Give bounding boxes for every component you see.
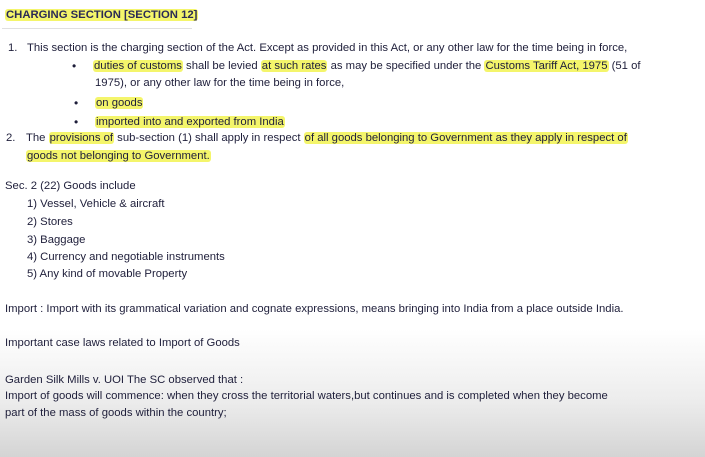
highlight-at-such-rates: at such rates [261, 60, 327, 72]
highlight-duties-of-customs: duties of customs [94, 60, 182, 72]
bullet-item-1-line-2: 1975), or any other law for the time being in force, [95, 77, 345, 89]
goods-list-item: 3) Baggage [27, 234, 86, 246]
section-heading-text: CHARGING SECTION [SECTION 12] [6, 9, 198, 21]
highlight-all-goods-government: of all goods belonging to Government as they apply in respect of [304, 132, 627, 144]
case-line-2: Import of goods will commence: when they cross the territorial waters,but continues and is completed when they become [5, 390, 608, 402]
highlight-on-goods: on goods [96, 97, 143, 109]
case-line-3: part of the mass of goods within the country; [5, 407, 227, 419]
bullet-item-2 [95, 97, 143, 110]
case-line-1: Garden Silk Mills v. UOI The SC observed that : [5, 374, 244, 386]
para-2-line-2 [26, 150, 211, 163]
highlight-imported-exported: imported into and exported from India [96, 116, 284, 128]
case-laws-heading: Important case laws related to Import of Goods [5, 337, 240, 349]
goods-list-item: 5) Any kind of movable Property [27, 268, 188, 280]
bullet-item-1: • duties of customs shall be levied at such rates as may be specified under the Customs Tariff Act, 1975 (51 of [93, 60, 641, 73]
goods-list-item: 4) Currency and negotiable instruments [27, 251, 225, 263]
goods-list-item: 1) Vessel, Vehicle & aircraft [27, 198, 165, 210]
highlight-customs-tariff-act: Customs Tariff Act, 1975 [485, 60, 608, 72]
section-heading [5, 9, 198, 22]
heading-underline [2, 28, 192, 29]
para-2-number: 2. [6, 132, 16, 144]
sec-2-22-heading: Sec. 2 (22) Goods include [5, 180, 136, 192]
goods-list-item: 2) Stores [27, 216, 73, 228]
para-1-text: This section is the charging section of the Act. Except as provided in this Act, or any other law for the time being in force, [27, 42, 628, 54]
highlight-goods-not-belonging: goods not belonging to Government. [27, 150, 210, 162]
para-1-number: 1. [8, 42, 18, 54]
highlight-provisions-of: provisions of [49, 132, 114, 144]
import-definition: Import : Import with its grammatical variation and cognate expressions, means bringing into India from a place outside India. [5, 303, 624, 315]
bullet-item-3 [95, 116, 285, 129]
para-2-line-1: The provisions of sub-section (1) shall apply in respect of all goods belonging to Government as they apply in respect of [26, 132, 627, 144]
